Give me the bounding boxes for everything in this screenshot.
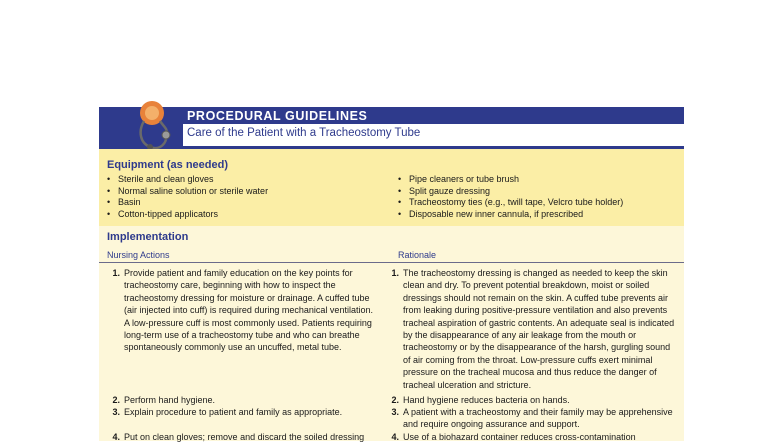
step-number: 3. — [391, 407, 399, 417]
equipment-item: • Disposable new inner cannula, if prescribed — [398, 209, 623, 221]
step-number: 3. — [112, 407, 120, 417]
equipment-item: • Pipe cleaners or tube brush — [398, 174, 623, 186]
procedure-banner — [99, 107, 684, 149]
equipment-item: • Cotton-tipped applicators — [107, 209, 268, 221]
equipment-item: • Sterile and clean gloves — [107, 174, 268, 186]
implementation-heading: Implementation — [107, 231, 189, 243]
equipment-list-right — [398, 174, 623, 220]
stethoscope-icon — [130, 97, 180, 153]
rationale-text: The tracheostomy dressing is changed as needed to keep the skin clean and dry. To prevent potential breakdown, moist or soiled dressings should not remain on the skin. A cuffed tube prevents air from leaking during positive-pressure ventilation and also prevents tracheal aspiration of gastric contents. An adequate seal is indicated by the disappearance of any air leakage from the mouth or tracheostomy or by the disappearance of the harsh, gurgling sound of air coming from the throat. Low-pressure cuffs exert minimal pressure on the tracheal mucosa and thus reduce the danger of tracheal ulceration and stricture. — [403, 268, 675, 390]
banner-title: PROCEDURAL GUIDELINES — [187, 109, 368, 123]
step-number: 1. — [391, 268, 399, 278]
nursing-actions-header: Nursing Actions — [107, 250, 170, 260]
rationale-text: Hand hygiene reduces bacteria on hands. — [403, 395, 570, 405]
step-number: 1. — [112, 268, 120, 278]
equipment-item: • Basin — [107, 197, 268, 209]
equipment-item: • Normal saline solution or sterile water — [107, 186, 268, 198]
banner-subtitle-strip — [183, 124, 684, 146]
equipment-section — [99, 149, 684, 226]
rationale-text: A patient with a tracheostomy and their family may be apprehensive and require ongoing assurance and support. — [403, 407, 673, 430]
nursing-action-text: Put on clean gloves; remove and discard the soiled dressing — [124, 432, 365, 442]
rationale-text: Use of a biohazard container reduces cross-contamination — [403, 432, 636, 442]
nursing-action-text: Perform hand hygiene. — [124, 395, 216, 405]
equipment-item: • Tracheostomy ties (e.g., twill tape, Velcro tube holder) — [398, 197, 623, 209]
implementation-section — [99, 226, 684, 441]
nursing-action-text: Provide patient and family education on the key points for tracheostomy care, beginning with how to inspect the tracheostomy dressing for moisture or drainage. A cuffed tube (air injected into cuff) is required during mechanical ventilation. A low-pressure cuff is most commonly used. Patients requiring long-term use of a tracheostomy tube and who can breathe spontaneously commonly use an uncuffed, metal tube. — [124, 268, 373, 353]
nursing-action-text: Explain procedure to patient and family as appropriate. — [124, 407, 343, 417]
banner-subtitle: Care of the Patient with a Tracheostomy Tube — [187, 127, 421, 139]
step-number: 2. — [391, 395, 399, 405]
equipment-item: • Split gauze dressing — [398, 186, 623, 198]
section-divider — [99, 262, 684, 263]
equipment-heading: Equipment (as needed) — [107, 159, 229, 171]
step-number: 2. — [112, 395, 120, 405]
step-number: 4. — [112, 432, 120, 442]
equipment-list-left — [107, 174, 268, 220]
rationale-header: Rationale — [398, 250, 437, 260]
step-number: 4. — [391, 432, 399, 442]
